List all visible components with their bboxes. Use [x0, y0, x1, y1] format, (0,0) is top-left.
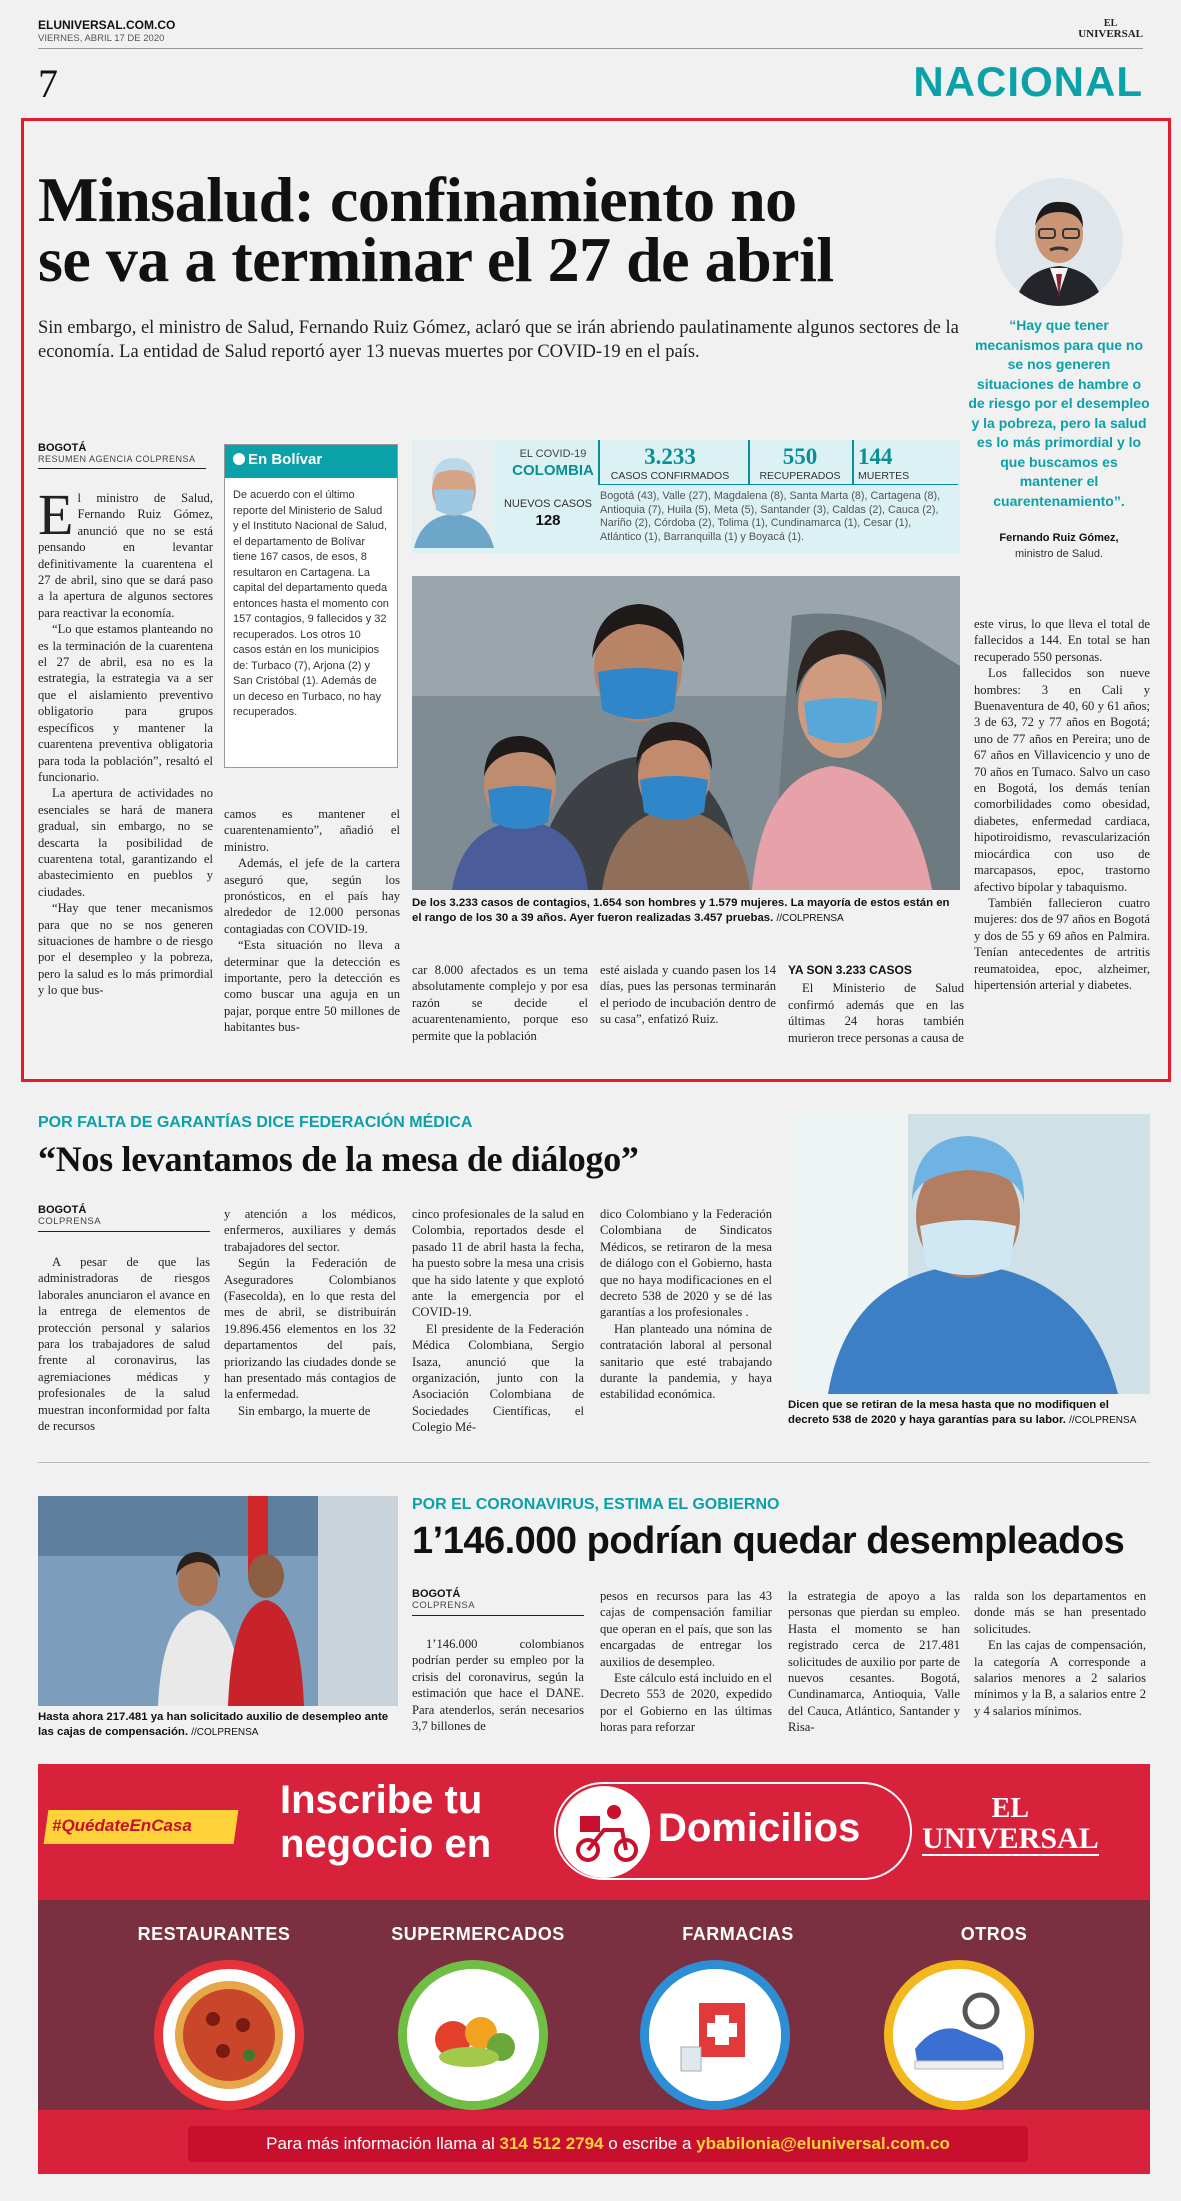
- main-photo: [412, 576, 960, 890]
- new-cases-value: 128: [535, 512, 561, 529]
- story2-city: BOGOTÁ: [38, 1204, 87, 1216]
- story2-caption: [788, 1398, 1150, 1428]
- main-photo-caption: [412, 896, 960, 926]
- covid-divider-3: [852, 440, 854, 484]
- story2-col2-p3: Sin embargo, la muerte de: [238, 1403, 371, 1418]
- section-name[interactable]: NACIONAL: [913, 58, 1143, 105]
- story3-rule: [412, 1615, 584, 1616]
- recovered-label: RECUPERADOS: [759, 470, 841, 482]
- main-col-1: [38, 482, 213, 999]
- masthead-logo[interactable]: [1078, 18, 1143, 40]
- caption-credit: //COLPRENSA: [776, 913, 844, 924]
- story3-col1-p1: 1’146.000 colombianos podrían perder su empleo por la crisis del coronavirus, según la estimación que hace el DANE. Para atenderlos, serán necesarios 3,7 billones de: [412, 1637, 584, 1734]
- story3-kicker: POR EL CORONAVIRUS, ESTIMA EL GOBIERNO: [412, 1496, 780, 1513]
- story3-col-4: [974, 1588, 1146, 1719]
- ad-headline-line1: Inscribe tu: [280, 1778, 483, 1822]
- ad-phone[interactable]: 314 512 2794: [499, 2134, 604, 2153]
- headline-line2: se va a terminar el 27 de abril: [38, 224, 834, 295]
- cat-farmacias[interactable]: FARMACIAS: [682, 1924, 794, 1944]
- dateline-source: RESUMEN AGENCIA COLPRENSA: [38, 454, 196, 464]
- site-url[interactable]: ELUNIVERSAL.COM.CO: [38, 18, 176, 32]
- story3-col2-p1: pesos en recursos para las 43 cajas de compensación familiar que operan en el país, que son las encargadas de entregar los auxilios de desempleo.: [600, 1589, 772, 1669]
- ad-footer-prefix: Para más información llama al: [266, 2134, 500, 2153]
- bolivar-title: En Bolívar: [248, 451, 323, 468]
- page-number: 7: [38, 61, 58, 106]
- covid-label-small: EL COVID-19: [519, 448, 587, 460]
- pizza-icon[interactable]: [154, 1960, 304, 2110]
- covid-stats-box: [412, 440, 960, 553]
- issue-date: VIERNES, ABRIL 17 DE 2020: [38, 33, 165, 44]
- main-deck: Sin embargo, el ministro de Salud, Fernando Ruiz Gómez, aclaró que se irán abriendo paulatinamente algunos sectores de la economía. La entidad de Salud reportó ayer 13 nuevas muertes por COVID-19 en el país.: [38, 318, 959, 362]
- pharmacy-icon[interactable]: [640, 1960, 790, 2110]
- bolivar-box: [224, 444, 398, 768]
- minister-portrait: [995, 178, 1123, 306]
- story2-photo: [788, 1114, 1150, 1394]
- groceries-icon[interactable]: [398, 1960, 548, 2110]
- confirmed-label: CASOS CONFIRMADOS: [610, 470, 730, 482]
- main-headline: [38, 164, 958, 295]
- story2-col4-p2: Han planteado una nómina de contratación laboral al personal sanitario que esté trabajando durante la pandemia, y haya estabilidad económica.: [600, 1321, 772, 1402]
- ad-hashtag[interactable]: #QuédateEnCasa: [52, 1816, 192, 1835]
- story3-photo: [38, 1496, 398, 1706]
- deaths-value: 144: [858, 444, 893, 469]
- delivery-icon: [558, 1786, 650, 1878]
- main-col6-p1: este virus, lo que lleva el total de fallecidos a 144. En total se han recuperado 550 personas.: [974, 617, 1150, 664]
- drop-cap: E: [38, 482, 74, 547]
- main-col3-p1: car 8.000 afectados es un tema absolutamente complejo y por esa razón se decide el acuarentenamiento, porque eso permite que la población: [412, 963, 588, 1043]
- main-col1-p2: “Lo que estamos planteando no es la terminación de la cuarentena el 27 de abril, esa no es la estrategia, la estrategia va a ser que el aislamiento preventivo obligatorio para grupos específicos y mantener la cuarentena preventiva obligatoria para toda la población”, resaltó el funcionario.: [38, 622, 213, 784]
- main-col2-p3: “Esta situación no lleva a determinar que la detección es importante, pero la detección es como buscar una aguja en un pajar, porque entre 50 millones de habitantes bus-: [224, 938, 400, 1035]
- story2-source: COLPRENSA: [38, 1216, 102, 1227]
- deaths-label: MUERTES: [858, 470, 910, 482]
- covid-label-big: COLOMBIA: [512, 462, 594, 479]
- cat-otros[interactable]: OTROS: [960, 1924, 1028, 1944]
- bullet-icon: [233, 453, 245, 465]
- story2-col2-p1: y atención a los médicos, enfermeros, auxiliares y demás trabajadores del sector.: [224, 1207, 396, 1254]
- story2-dateline: [38, 1204, 210, 1232]
- ad-headline: [280, 1778, 491, 1866]
- bolivar-title-bar: [225, 445, 397, 478]
- main-col-4: [600, 962, 776, 1028]
- story2-kicker: POR FALTA DE GARANTÍAS DICE FEDERACIÓN MÉDICA: [38, 1114, 473, 1131]
- ad-email[interactable]: ybabilonia@eluniversal.com.co: [696, 2134, 950, 2153]
- story2-caption-text: Dicen que se retiran de la mesa hasta que no modifiquen el decreto 538 de 2020 y haya garantías para su labor.: [788, 1399, 1109, 1426]
- main-col1-p4: “Hay que tener mecanismos para que no se nos generen situaciones de hambre o de riesgo por el desempleo y la pobreza, pero la salud es lo más primordial y lo que bus-: [38, 901, 213, 998]
- quote-author: Fernando Ruiz Gómez,: [999, 532, 1119, 544]
- story3-caption-text: Hasta ahora 217.481 ya han solicitado auxilio de desempleo ante las cajas de compensación.: [38, 1711, 389, 1738]
- ad-footer-mid: o escribe a: [603, 2134, 697, 2153]
- story2-headline: “Nos levantamos de la mesa de diálogo”: [38, 1139, 639, 1179]
- ad-headline-line2: negocio en: [280, 1822, 492, 1866]
- main-col-5: [788, 962, 964, 1046]
- bolivar-text: De acuerdo con el último reporte del Ministerio de Salud y el Instituto Nacional de Salud, el departamento de Bolívar tiene 167 casos, de esos, 8 resultaron en Cartagena. La capital del departamento queda entonces hasta el momento con 157 contagios, 9 fallecidos y 32 recuperados. Los otros 10 casos están en los municipios de: Turbaco (7), Arjona (2) y San Cristóbal (1). Además de un deceso en Turbaco, no hay recuperados.: [233, 489, 389, 718]
- story3-col4-p2: En las cajas de compensación, la categoría A corresponde a salarios menores a 2 salarios mínimos y la B, a salarios entre 2 y 4 salarios mínimos.: [974, 1638, 1146, 1718]
- main-col-3: [412, 962, 588, 1044]
- ad-footer: [188, 2134, 1028, 2154]
- main-col6-p3: También fallecieron cuatro mujeres: dos de 97 años en Bogotá y dos de 55 y 69 años en Palmira. Tenían antecedentes de artritis reumatoidea, epoc, alzheimer, hipertensión arterial y diabetes.: [974, 895, 1150, 992]
- nurse-photo: [414, 442, 494, 548]
- story2-col-2: [224, 1206, 396, 1419]
- story2-col2-p2: Según la Federación de Aseguradores Colombianos (Fasecolda), en lo que resta del mes de abril, se distribuirán 19.896.456 elementos en los 32 departamentos del país, priorizando las ciudades donde se han presentado más contagios de la enfermedad.: [224, 1256, 396, 1402]
- ad-logo: [922, 1794, 1099, 1856]
- masthead-rule: [38, 48, 1143, 49]
- section-divider: [38, 1462, 1150, 1463]
- story2-col3-p1: cinco profesionales de la salud en Colombia, reportados desde el pasado 11 de abril hasta la fecha, ha puesto sobre la mesa una crisis que ha sido latente y que explotó ante la emergencia por el COVID-19.: [412, 1207, 584, 1320]
- ad-brand: Domicilios: [658, 1806, 861, 1850]
- story3-col3-p1: la estrategia de apoyo a las personas que pierdan su empleo. Hasta el momento se han registrado cerca de 217.481 solicitudes de auxilio por parte de nuevos cesantes. Bogotá, Cundinamarca, Antioquia, Valle del Cauca, Atlántico, Santander y Risa-: [788, 1589, 960, 1735]
- dateline-rule: [38, 468, 206, 469]
- story3-caption: [38, 1710, 398, 1740]
- story2-col4-p1: dico Colombiano y la Federación Colombiana de Sindicatos Médicos, se retiraron de la mesa de diálogo con el Gobierno, hasta que no haya modificaciones en el decreto 538 de 2020 y se dé las garantías a los profesionales .: [600, 1207, 772, 1320]
- main-col5-p1: El Ministerio de Salud confirmó además que en las últimas 24 horas también murieron trece personas a causa de: [788, 981, 964, 1045]
- pull-quote: “Hay que tener mecanismos para que no se nos generen situaciones de hambre o de riesgo por el desempleo y la pobreza, pero la salud es lo más primordial y lo que buscamos es mantener el cuarentenamiento”.: [968, 317, 1150, 509]
- story2-col3-p2: El presidente de la Federación Médica Colombiana, Sergio Isaza, anunció que la organización, junto con la Asociación Colombiana de Sociedades Científicas, el Colegio Mé-: [412, 1321, 584, 1435]
- sneaker-icon[interactable]: [884, 1960, 1034, 2110]
- story3-caption-credit: //COLPRENSA: [191, 1727, 259, 1738]
- main-col2-p2: Además, el jefe de la cartera aseguró que, según los pronósticos, en el país hay alrededor de 12.000 personas contagiadas con COVID-19.: [224, 856, 400, 936]
- story2-col1-p1: A pesar de que las administradoras de riesgos laborales anunciaron el avance en la entrega de elementos de protección personal y salarios para los trabajadores de salud frente al coronavirus, las agremiaciones médicas y profesionales de la salud muestran inconformidad por falta de recursos: [38, 1255, 210, 1434]
- story3-headline: 1’146.000 podrían quedar desempleados: [412, 1520, 1125, 1562]
- caption-text: De los 3.233 casos de contagios, 1.654 son hombres y 1.579 mujeres. La mayoría de estos están en el rango de los 30 a 39 años. Ayer fueron realizadas 3.457 pruebas.: [412, 897, 950, 924]
- story2-col-3: [412, 1206, 584, 1436]
- story2-rule: [38, 1231, 210, 1232]
- main-col1-p1: [38, 482, 213, 621]
- masthead: [38, 18, 1143, 108]
- main-col1-p1-text: l ministro de Salud, Fernando Ruiz Gómez, anunció que no se está pensando en levantar definitivamente la cuarentena el 27 de abril, sino que se dará paso a la apertura de algunos sectores para reactivar la economía.: [38, 491, 213, 620]
- story3-city: BOGOTÁ: [412, 1588, 461, 1600]
- main-col6-p2: Los fallecidos son nueve hombres: 3 en Cali y Buenaventura de 40, 60 y 61 años; 3 de 63, 72 y 77 años en Bogotá; uno de 77 años en Pereira; uno de 67 años en Villavicencio y uno de 70 años en Tumaco. Salvo un caso en Bogotá, los demás tenían comorbilidades como obesidad, diabetes, enfermedad cardiaca, hipotiroidismo, revascularización miocárdica con uso de marcapasos, epoc, trastorno afectivo bipolar y tabaquismo.: [974, 666, 1150, 894]
- main-dateline: [38, 442, 206, 469]
- covid-hrule: [598, 484, 958, 485]
- story2-col-1: [38, 1254, 210, 1434]
- story3-col4-p1: ralda son los departamentos en donde más se han presentado solicitudes.: [974, 1589, 1146, 1636]
- story2-col-4: [600, 1206, 772, 1403]
- story3-source: COLPRENSA: [412, 1600, 476, 1611]
- main-col4-p1: esté aislada y cuando pasen los 14 días, pues las personas terminarán el periodo de incubación dentro de su casa”, enfatizó Ruiz.: [600, 963, 776, 1027]
- main-col1-p3: La apertura de actividades no esenciales se hará de manera gradual, sin embargo, no se descarta la posibilidad de cuarentena total, garantizando el abastecimiento en pueblos y ciudades.: [38, 786, 213, 899]
- headline-line1: Minsalud: confinamiento no: [38, 164, 797, 235]
- story3-dateline: [412, 1588, 584, 1616]
- story3-col-3: [788, 1588, 960, 1736]
- story3-col-2: [600, 1588, 772, 1736]
- logo-line1: EL: [1103, 18, 1118, 29]
- main-col2-p1: camos es mantener el cuarentenamiento”, añadió el ministro.: [224, 807, 400, 854]
- advertisement[interactable]: [38, 1764, 1150, 2174]
- new-cases-label: NUEVOS CASOS: [503, 498, 593, 510]
- main-col-2: [224, 806, 400, 1036]
- confirmed-value: 3.233: [644, 444, 696, 469]
- col5-subhead: YA SON 3.233 CASOS: [788, 963, 912, 977]
- cases-breakdown: Bogotá (43), Valle (27), Magdalena (8), Santa Marta (8), Cartagena (8), Antioquia (7), Huila (5), Meta (5), Santander (3), Caldas (2), Cauca (2), Nariño (2), Córdoba (2), Tolima (1), Cundinamarca (1), Cesar (1), Atlántico (1), Barranquilla (1) y Boyacá (1).: [600, 490, 941, 543]
- ad-logo-line1: EL: [991, 1793, 1030, 1824]
- main-col-6: [974, 616, 1150, 993]
- quote-role: ministro de Salud.: [1014, 548, 1104, 560]
- story3-col2-p2: Este cálculo está incluido en el Decreto 553 de 2020, expedido por el Gobierno en las últimas horas para reforzar: [600, 1671, 772, 1735]
- recovered-value: 550: [782, 444, 818, 469]
- logo-line2: UNIVERSAL: [1078, 28, 1143, 40]
- dateline-city: BOGOTÁ: [38, 442, 87, 454]
- cat-supermercados[interactable]: SUPERMERCADOS: [391, 1924, 565, 1944]
- cat-restaurantes[interactable]: RESTAURANTES: [137, 1924, 291, 1944]
- ad-logo-line2: UNIVERSAL: [922, 1822, 1099, 1855]
- story2-caption-credit: //COLPRENSA: [1069, 1415, 1137, 1426]
- story3-col-1: [412, 1636, 584, 1734]
